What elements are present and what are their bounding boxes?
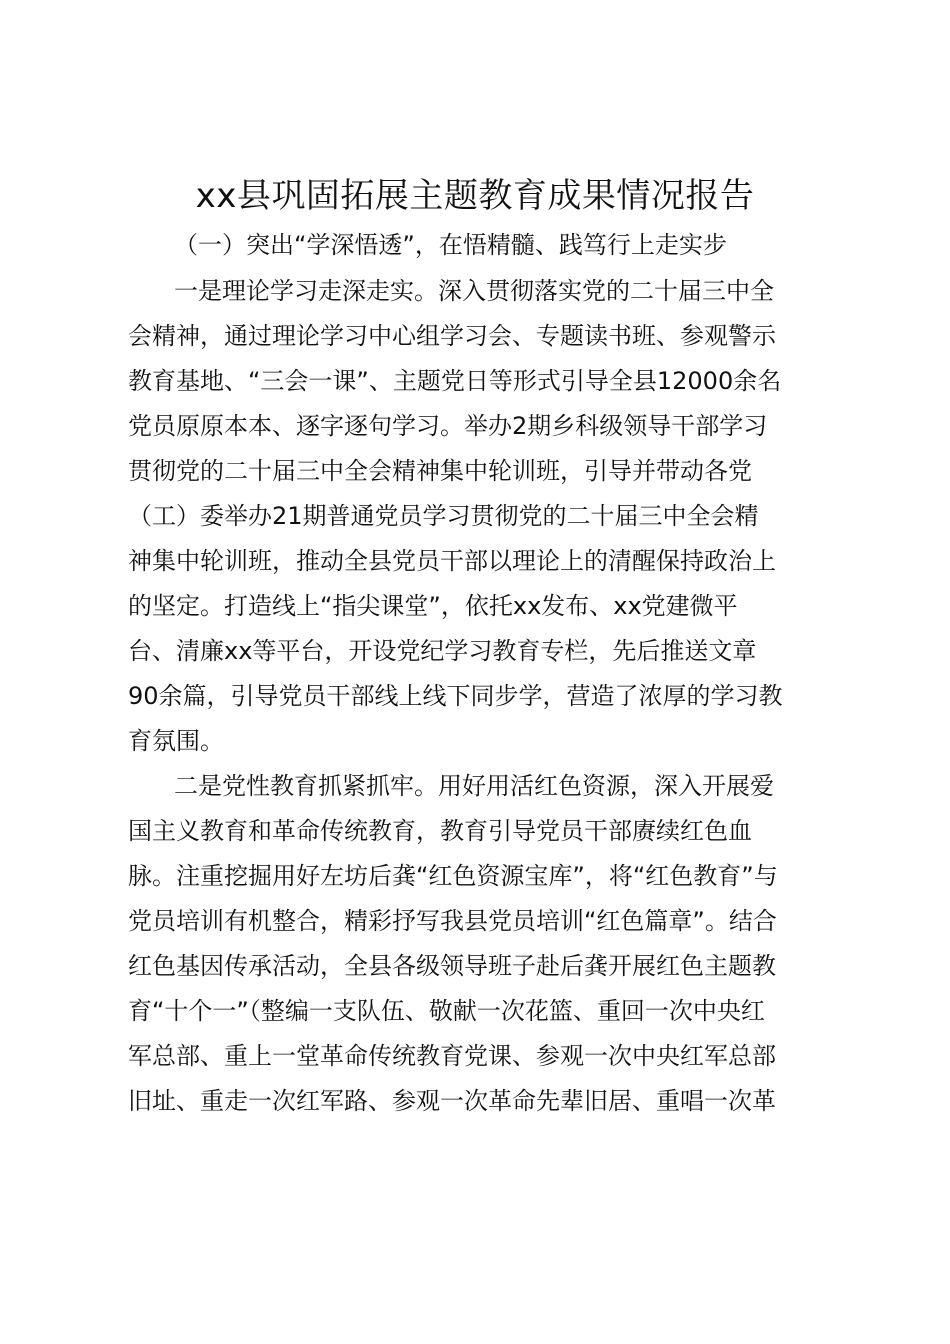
paragraph-1-line: 育氛围。 <box>128 727 224 755</box>
paragraph-1-line: 台、清廉xx等平台，开设党纪学习教育专栏，先后推送文章 <box>128 637 757 665</box>
paragraph-1-line: 会精神，通过理论学习中心组学习会、专题读书班、参观警示 <box>128 322 776 350</box>
paragraph-1-line: 90余篇，引导党员干部线上线下同步学，营造了浓厚的学习教 <box>128 682 783 710</box>
paragraph-1-line: 神集中轮训班，推动全县党员干部以理论上的清醒保持政治上 <box>128 547 776 575</box>
paragraph-1-line: 的坚定。打造线上“指尖课堂”，依托xx发布、xx党建微平 <box>128 592 738 620</box>
paragraph-2-line: 育“十个一”（整编一支队伍、敬献一次花篮、重回一次中央红 <box>128 997 765 1025</box>
paragraph-2-line: 旧址、重走一次红军路、参观一次革命先辈旧居、重唱一次革 <box>128 1087 776 1115</box>
paragraph-2-line: 党员培训有机整合，精彩抒写我县党员培训“红色篇章”。结合 <box>128 907 777 935</box>
paragraph-1-line: 教育基地、“三会一课”、主题党日等形式引导全县12000余名 <box>128 367 782 395</box>
paragraph-1-line: （工）委举办21期普通党员学习贯彻党的二十届三中全会精 <box>128 502 759 530</box>
paragraph-1-line: 一是理论学习走深走实。深入贯彻落实党的二十届三中全 <box>174 277 774 305</box>
document-title: xx县巩固拓展主题教育成果情况报告 <box>195 176 755 216</box>
paragraph-2-line: 脉。注重挖掘用好左坊后龚“红色资源宝库”，将“红色教育”与 <box>128 862 778 890</box>
paragraph-1-line: 贯彻党的二十届三中全会精神集中轮训班，引导并带动各党 <box>128 457 752 485</box>
paragraph-1-line: 党员原原本本、逐字逐句学习。举办2期乡科级领导干部学习 <box>128 412 768 440</box>
paragraph-2-line: 国主义教育和革命传统教育，教育引导党员干部赓续红色血 <box>128 817 752 845</box>
section-heading: （一）突出“学深悟透”，在悟精髓、践笃行上走实步 <box>174 231 727 259</box>
paragraph-2-line: 军总部、重上一堂革命传统教育党课、参观一次中央红军总部 <box>128 1042 776 1070</box>
paragraph-2-line: 红色基因传承活动，全县各级领导班子赴后龚开展红色主题教 <box>128 952 776 980</box>
paragraph-2-line: 二是党性教育抓紧抓牢。用好用活红色资源，深入开展爱 <box>174 772 774 800</box>
